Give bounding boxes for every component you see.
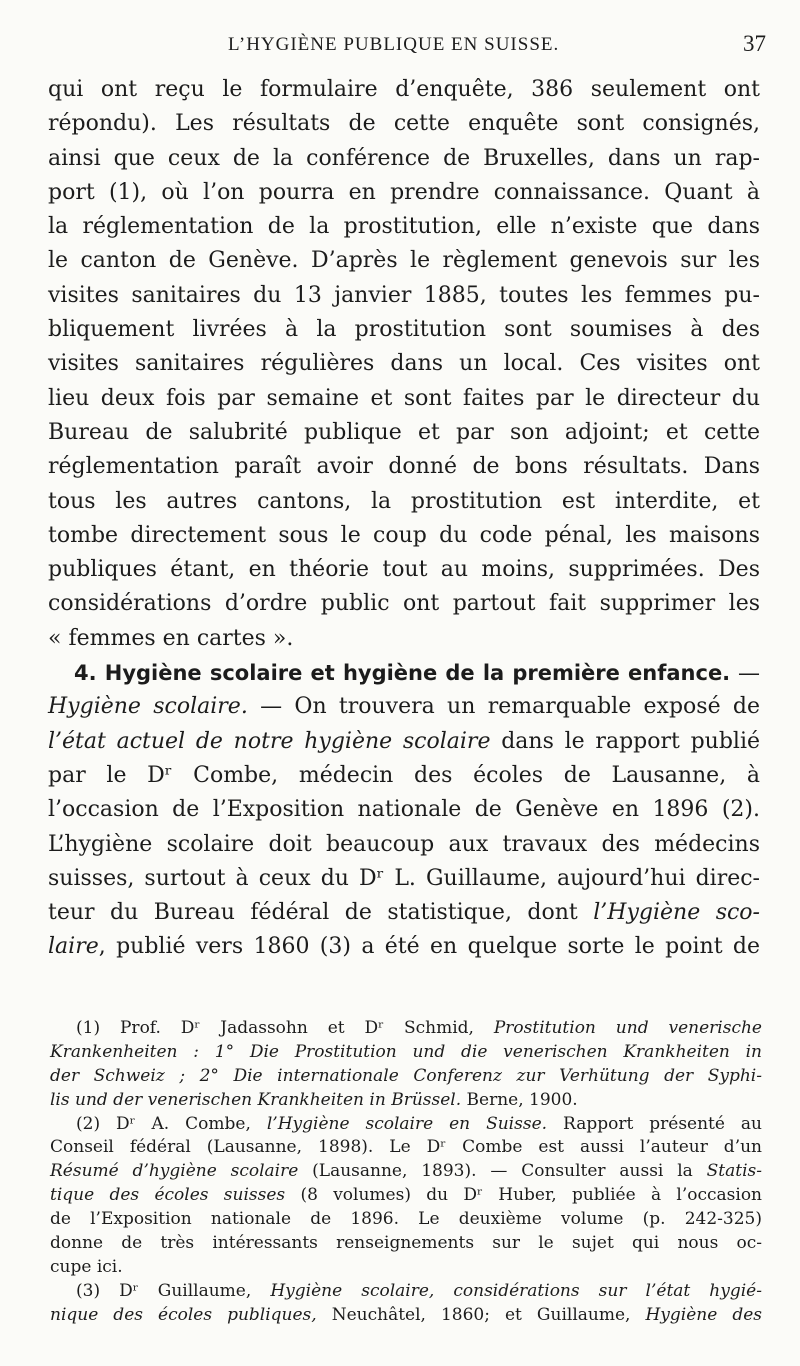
footnote-3	[50, 1280, 762, 1304]
body-line: tous les autres cantons, la prostitution est interdite, et	[48, 488, 760, 514]
body-text	[48, 73, 760, 965]
footnote-italic: nique des écoles publiques,	[50, 1304, 317, 1325]
running-title: L’HYGIÈNE PUBLIQUE EN SUISSE.	[228, 34, 560, 55]
footnotes	[50, 1017, 762, 1328]
section-line	[48, 930, 760, 964]
section-text: dans le rapport publié	[490, 728, 761, 754]
section-line: L’hygiène scolaire doit beaucoup aux travaux des médecins	[48, 831, 760, 857]
body-line: considérations d’ordre public ont partout fait supprimer les	[48, 591, 760, 617]
footnote-text: (1) Prof. Dʳ Jadassohn et Dʳ Schmid,	[76, 1018, 494, 1038]
footnote-italic: Résumé d’hygiène scolaire	[50, 1161, 299, 1182]
page-number: 37	[743, 31, 766, 56]
footnote-line	[50, 1304, 762, 1328]
section-text: teur du Bureau fédéral de statistique, dont	[48, 900, 594, 926]
footnote-italic: lis und der venerischen Krankheiten in Brüssel.	[50, 1089, 462, 1110]
body-line: le canton de Genève. D’après le règlement genevois sur les	[48, 248, 760, 274]
body-line: Bureau de salubrité publique et par son adjoint; et cette	[48, 419, 760, 445]
footnote-line: donne de très intéressants renseignements sur le sujet qui nous oc-	[50, 1233, 762, 1254]
footnote-1	[50, 1017, 762, 1041]
footnote-text: (8 volumes) du Dʳ Huber, publiée à l’occasion	[285, 1185, 763, 1206]
footnote-italic: Hygiène des	[645, 1304, 762, 1325]
footnote-line	[50, 1184, 762, 1208]
body-line: visites sanitaires du 13 janvier 1885, toutes les femmes pu-	[48, 282, 760, 308]
footnote-line: de l’Exposition nationale de 1896. Le deuxième volume (p. 242-325)	[50, 1209, 762, 1230]
cited-title: l’Hygiène sco-	[593, 900, 760, 926]
section-line: par le Dʳ Combe, médecin des écoles de Lausanne, à	[48, 762, 760, 788]
section-heading-line	[48, 656, 760, 690]
footnote-italic: tique des écoles suisses	[50, 1185, 286, 1206]
footnote-line: Krankenheiten : 1° Die Prostitution und die venerischen Krankheiten in	[50, 1041, 762, 1062]
section-line	[48, 725, 760, 759]
section-text: , publié vers 1860 (3) a été en quelque sorte le point de	[98, 934, 760, 960]
body-line: visites sanitaires régulières dans un local. Ces visites ont	[48, 351, 760, 377]
body-line: publiques étant, en théorie tout au moins, supprimées. Des	[48, 557, 760, 583]
section-text: — On trouvera un remarquable exposé de	[247, 694, 760, 720]
footnote-italic: Prostitution und venerische	[493, 1018, 762, 1038]
footnote-text: (2) Dʳ A. Combe,	[76, 1113, 267, 1134]
body-line: tombe directement sous le coup du code pénal, les maisons	[48, 522, 760, 548]
subheading: Hygiène scolaire.	[48, 694, 248, 720]
footnote-text: (3) Dʳ Guillaume,	[76, 1280, 271, 1301]
body-line: la réglementation de la prostitution, elle n’existe que dans	[48, 214, 760, 240]
section-line: l’occasion de l’Exposition nationale de Genève en 1896 (2).	[48, 797, 760, 823]
footnote-italic: l’Hygiène scolaire en Suisse.	[266, 1113, 548, 1134]
cited-title: l’état actuel de notre hygiène scolaire	[48, 728, 491, 754]
footnote-2	[50, 1113, 762, 1137]
footnote-italic: Hygiène scolaire, considérations sur l’état hygié-	[270, 1280, 762, 1301]
body-line: réglementation paraît avoir donné de bons résultats. Dans	[48, 454, 760, 480]
footnote-text: Neuchâtel, 1860; et Guillaume,	[316, 1304, 646, 1325]
section-line: suisses, surtout à ceux du Dʳ L. Guillaume, aujourd’hui direc-	[48, 865, 760, 891]
footnote-line: Conseil fédéral (Lausanne, 1898). Le Dʳ Combe est aussi l’auteur d’un	[50, 1137, 762, 1158]
body-line: « femmes en cartes ».	[48, 625, 294, 651]
footnote-line	[50, 1089, 762, 1113]
footnote-line	[50, 1160, 762, 1184]
body-line: qui ont reçu le formulaire d’enquête, 386 seulement ont	[48, 77, 760, 102]
footnote-text: (Lausanne, 1893). — Consulter aussi la	[298, 1161, 707, 1182]
body-line: bliquement livrées à la prostitution sont soumises à des	[48, 317, 760, 343]
cited-title: laire	[48, 934, 99, 960]
footnote-italic: Statis-	[706, 1161, 762, 1182]
body-line: ainsi que ceux de la conférence de Bruxelles, dans un rap-	[48, 145, 760, 171]
section-line	[48, 690, 760, 724]
body-line: lieu deux fois par semaine et sont faites par le directeur du	[48, 385, 760, 411]
body-line: répondu). Les résultats de cette enquête sont consignés,	[48, 111, 760, 137]
footnote-text: Berne, 1900.	[461, 1089, 578, 1110]
body-line: port (1), où l’on pourra en prendre connaissance. Quant à	[48, 179, 760, 205]
section-dash: —	[730, 661, 761, 687]
footnote-line: der Schweiz ; 2° Die internationale Conferenz zur Verhütung der Syphi-	[50, 1065, 762, 1086]
footnote-line: cupe ici.	[50, 1256, 123, 1277]
page-header	[40, 31, 766, 64]
footnote-text: Rapport présenté au	[547, 1113, 762, 1134]
section-line	[48, 896, 760, 930]
section-heading: 4. Hygiène scolaire et hygiène de la première enfance.	[74, 661, 731, 686]
